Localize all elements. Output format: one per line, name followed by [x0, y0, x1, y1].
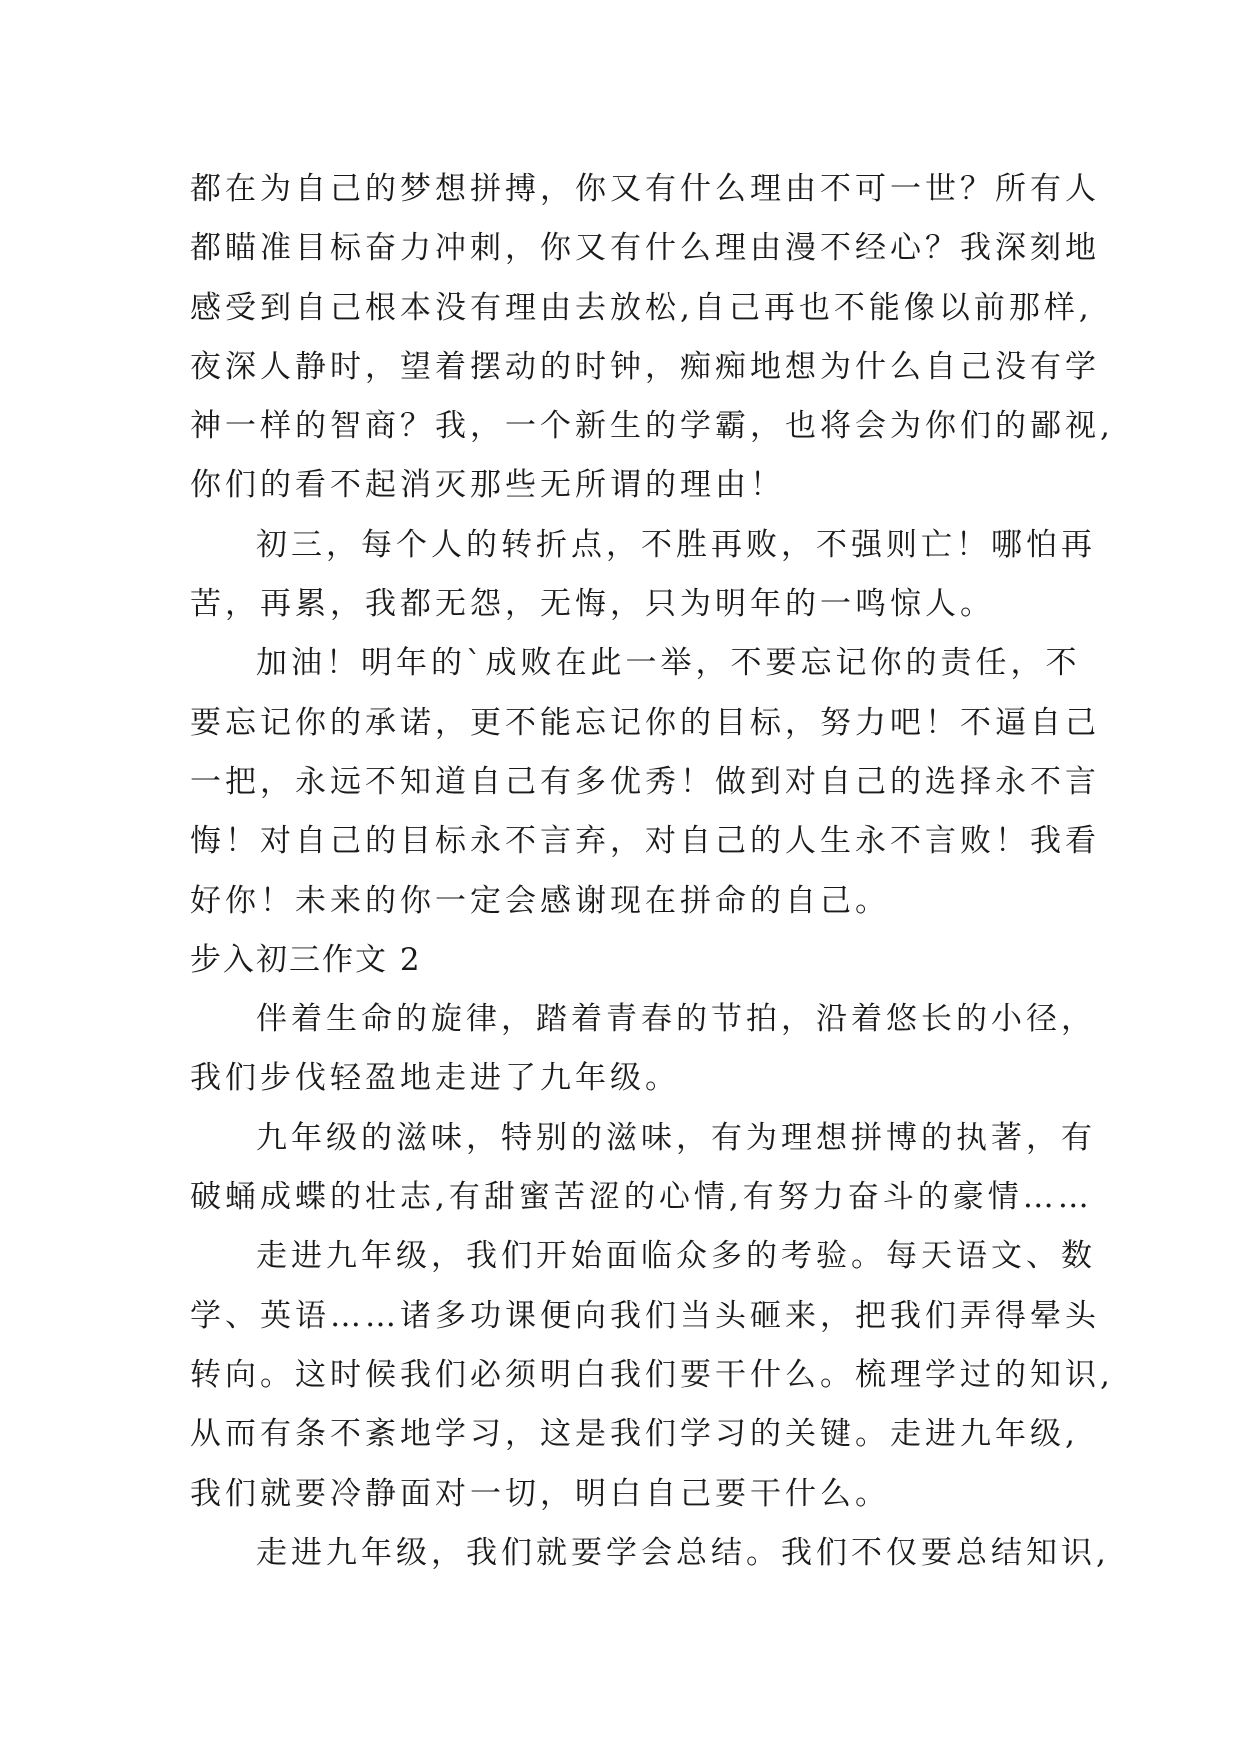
text-line: 要忘记你的承诺，更不能忘记你的目标，努力吧！不逼自己	[190, 704, 1100, 741]
text-line: 九年级的滋味，特别的滋味，有为理想拼博的执著，有	[256, 1119, 1096, 1156]
text-line: 苦，再累，我都无怨，无悔，只为明年的一鸣惊人。	[190, 586, 995, 623]
text-line: 神一样的智商？我，一个新生的学霸，也将会为你们的鄙视,	[190, 408, 1114, 445]
text-line: 我们就要冷静面对一切，明白自己要干什么。	[190, 1475, 890, 1512]
text-line: 悔！对自己的目标永不言弃，对自己的人生永不言败！我看	[190, 823, 1100, 860]
text-line: 从而有条不紊地学习，这是我们学习的关键。走进九年级,	[190, 1416, 1079, 1453]
text-line: 转向。这时候我们必须明白我们要干什么。梳理学过的知识,	[190, 1356, 1114, 1393]
text-line: 夜深人静时，望着摆动的时钟，痴痴地想为什么自己没有学	[190, 348, 1100, 385]
text-line: 都在为自己的梦想拼搏，你又有什么理由不可一世？所有人	[190, 171, 1100, 207]
text-line: 走进九年级，我们开始面临众多的考验。每天语文、数	[256, 1238, 1096, 1275]
section-heading: 步入初三作文 2	[190, 941, 422, 978]
text-line: 初三，每个人的转折点，不胜再败，不强则亡！哪怕再	[256, 526, 1096, 563]
text-line: 学、英语……诸多功课便向我们当头砸来，把我们弄得晕头	[190, 1297, 1100, 1334]
text-line: 伴着生命的旋律，踏着青春的节拍，沿着悠长的小径，	[256, 1001, 1096, 1038]
text-line: 加油！明年的`成败在此一举，不要忘记你的责任，不	[256, 645, 1081, 682]
text-line: 你们的看不起消灭那些无所谓的理由！	[190, 467, 785, 504]
text-line: 好你！未来的你一定会感谢现在拼命的自己。	[190, 882, 890, 919]
text-line: 都瞄准目标奋力冲刺，你又有什么理由漫不经心？我深刻地	[190, 230, 1100, 267]
document-body	[190, 160, 1114, 1583]
text-line: 一把，永远不知道自己有多优秀！做到对自己的选择永不言	[190, 763, 1100, 800]
text-line: 走进九年级，我们就要学会总结。我们不仅要总结知识,	[256, 1534, 1110, 1571]
text-line: 破蛹成蝶的壮志,有甜蜜苦涩的心情,有努力奋斗的豪情……	[190, 1179, 1093, 1216]
text-line: 我们步伐轻盈地走进了九年级。	[190, 1060, 680, 1097]
text-line: 感受到自己根本没有理由去放松,自己再也不能像以前那样,	[190, 289, 1093, 326]
